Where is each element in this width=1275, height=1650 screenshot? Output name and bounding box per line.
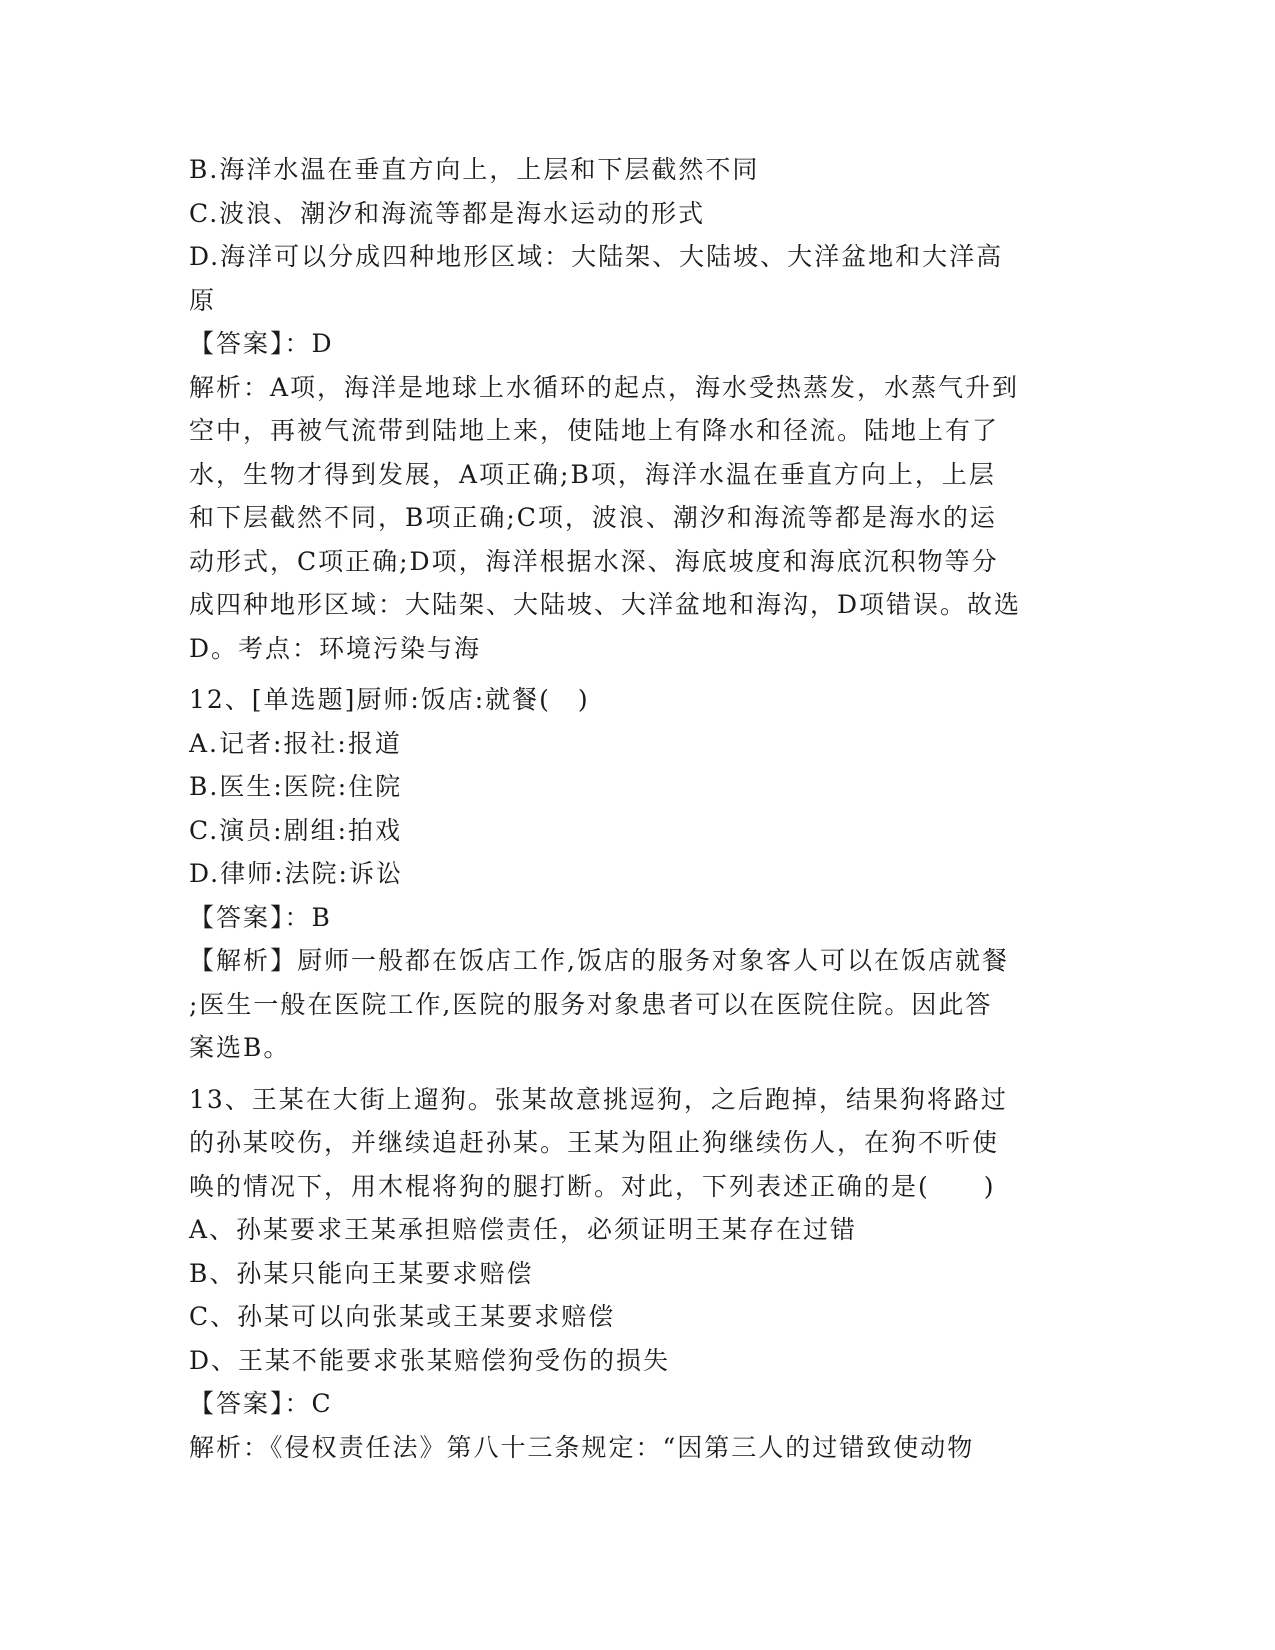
option-a: A、孙某要求王某承担赔偿责任，必须证明王某存在过错: [189, 1215, 858, 1244]
question-13-section: [189, 1078, 1089, 1470]
document-body: [189, 148, 1089, 1469]
option-b: B.海洋水温在垂直方向上，上层和下层截然不同: [189, 155, 760, 184]
question-stem: 的孙某咬伤，并继续追赶孙某。王某为阻止狗继续伤人，在狗不听使: [189, 1128, 1000, 1157]
option-d: D.律师:法院:诉讼: [189, 859, 403, 888]
analysis-line: 动形式，C项正确;D项，海洋根据水深、海底坡度和海底沉积物等分: [189, 546, 999, 576]
option-b: B、孙某只能向王某要求赔偿: [189, 1258, 534, 1288]
analysis-line: 成四种地形区域：大陆架、大陆坡、大洋盆地和海沟，D项错误。故选: [189, 590, 1022, 619]
question-11-section: [189, 148, 1089, 670]
question-stem: 12、[单选题]厨师:饭店:就餐( ): [189, 685, 590, 714]
analysis-line: 【解析】厨师一般都在饭店工作,饭店的服务对象客人可以在饭店就餐: [189, 946, 1009, 975]
analysis-line: D。考点：环境污染与海: [189, 633, 482, 663]
option-d: D.海洋可以分成四种地形区域：大陆架、大陆坡、大洋盆地和大洋高: [189, 242, 1004, 271]
answer-line: 【答案】：B: [189, 902, 332, 932]
answer-line: 【答案】：C: [189, 1389, 333, 1418]
analysis-line: 空中，再被气流带到陆地上来，使陆地上有降水和径流。陆地上有了: [189, 416, 1000, 445]
question-stem: 唤的情况下，用木棍将狗的腿打断。对此，下列表述正确的是( ): [189, 1171, 996, 1201]
option-d-continued: 原: [189, 285, 217, 315]
section-spacer: [189, 670, 1089, 678]
option-d: D、王某不能要求张某赔偿狗受伤的损失: [189, 1345, 671, 1375]
analysis-line: 水，生物才得到发展，A项正确;B项，海洋水温在垂直方向上，上层: [189, 459, 996, 489]
analysis-line: 解析：A项，海洋是地球上水循环的起点，海水受热蒸发，水蒸气升到: [189, 372, 1020, 402]
option-c: C.波浪、潮汐和海流等都是海水运动的形式: [189, 198, 706, 228]
analysis-line: ;医生一般在医院工作,医院的服务对象患者可以在医院住院。因此答: [189, 989, 993, 1019]
option-c: C.演员:剧组:拍戏: [189, 815, 403, 845]
option-c: C、孙某可以向张某或王某要求赔偿: [189, 1302, 616, 1331]
option-b: B.医生:医院:住院: [189, 772, 403, 801]
option-a: A.记者:报社:报道: [189, 728, 402, 758]
answer-line: 【答案】：D: [189, 329, 334, 358]
analysis-line: 案选B。: [189, 1033, 291, 1062]
question-stem: 13、王某在大街上遛狗。张某故意挑逗狗，之后跑掉，结果狗将路过: [189, 1084, 1008, 1114]
question-12-section: [189, 678, 1089, 1070]
analysis-line: 解析：《侵权责任法》第八十三条规定：“因第三人的过错致使动物: [189, 1432, 975, 1462]
analysis-line: 和下层截然不同，B项正确;C项，波浪、潮汐和海流等都是海水的运: [189, 503, 997, 532]
section-spacer: [189, 1070, 1089, 1078]
